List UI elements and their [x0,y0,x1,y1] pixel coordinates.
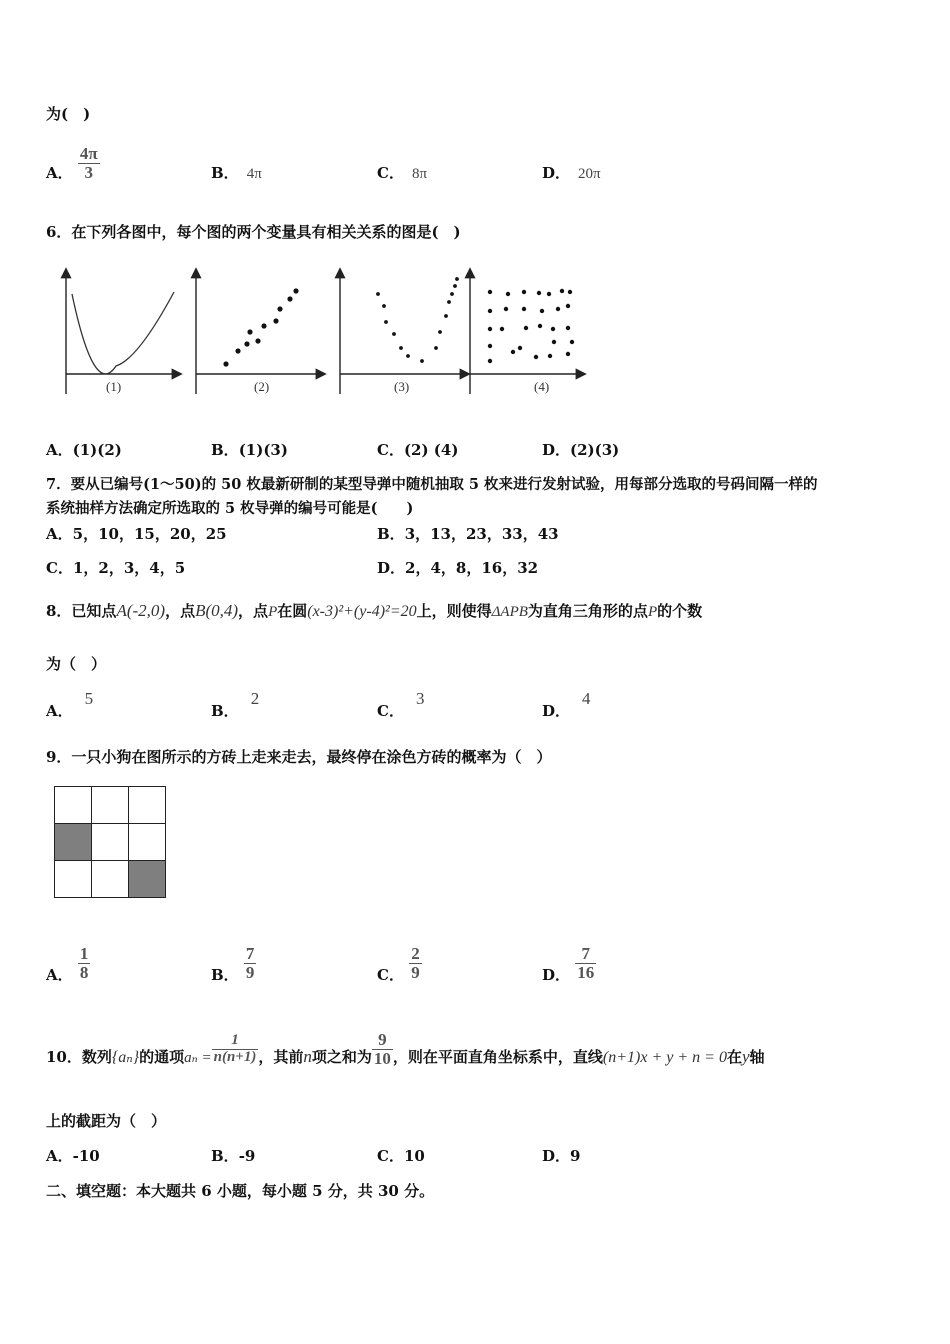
q7-option-c: C．1，2，3，4，5 [46,559,186,577]
q10-option-c: C．10 [377,1147,425,1165]
q10-option-a: A．-10 [46,1147,100,1165]
q8-option-b: B．2 [211,689,260,720]
q5-option-b: B． 4π [211,164,262,182]
q5-option-a: A． $\frac{4\pi}{3}$ [46,143,98,182]
q6-figure-label-4: (4) [534,379,550,394]
q5-stem-tail: 为( ) [46,105,91,123]
q5-option-a-fraction: $\frac{4\pi}{3}$ [79,143,98,182]
q7-option-a: A．5，10，15，20，25 [46,525,227,543]
q6-figure-3-parabolic-points [340,270,468,394]
q8-option-a: A．5 [46,689,94,720]
q6-option-c: C．(2) (4) [377,441,459,459]
tile-shaded [55,824,92,861]
q5-option-d: D． 20π [542,164,601,182]
q8-stem-line-2: 为（ ） [46,655,107,673]
q7-stem-line-1: 7．要从已编号(1～50)的 50 枚最新研制的某型导弹中随机抽取 5 枚来进行发射试验，用每部分选取的号码间隔一样的 [46,476,818,493]
q6-stem: 6．在下列各图中，每个图的两个变量具有相关关系的图是( ) [46,223,461,241]
q9-option-c: C． $\frac{2}{9}$ [377,943,420,984]
q8-stem-line-1: 8．已知点A(-2,0)，点B(0,4)，点P在圆(x-3)²+(y-4)²=20上，则使得ΔAPB为直角三角形的点P的个数 [46,601,703,620]
q7-stem-line-2: 系统抽样方法确定所选取的 5 枚导弹的编号可能是( ) [46,500,414,517]
q10-option-d: D．9 [542,1147,581,1165]
q9-option-d: D． $\frac{7}{16}$ [542,943,595,984]
q9-tile-grid [54,786,166,898]
q9-option-a: A． $\frac{1}{8}$ [46,943,89,984]
q6-figure-2-linear-points [196,270,324,394]
q10-stem-line-2: 上的截距为（ ） [46,1112,167,1130]
q6-figure-1-curve [66,270,180,394]
q8-option-d: D．4 [542,689,591,720]
tile [92,861,129,898]
tile [92,787,129,824]
q7-option-b: B．3，13，23，33，43 [377,525,559,543]
q6-option-a: A．(1)(2) [46,441,122,459]
q6-figure-label-3: (3) [394,379,410,394]
tile-shaded [129,861,166,898]
q6-figure-4-random-points [470,270,584,394]
q8-option-c: C．3 [377,689,425,720]
tile [92,824,129,861]
tile [129,824,166,861]
q10-stem-line-1: 10．数列{aₙ}的通项aₙ = $\frac{1}{n(n+1)}$ ，其前n项之和为 $\frac{9}{10}$ ，则在平面直角坐标系中，直线(n+1)x + y + n = 0在y轴 [46,1029,765,1068]
q6-figure-label-2: (2) [254,379,270,394]
q10-option-b: B．-9 [211,1147,256,1165]
q6-scatter-figures [50,264,590,398]
q5-option-c: C． 8π [377,164,428,182]
tile [129,787,166,824]
q6-figure-label-1: (1) [106,379,122,394]
section-2-heading: 二、填空题：本大题共 6 小题，每小题 5 分，共 30 分。 [46,1182,435,1200]
q7-option-d: D．2，4，8，16，32 [377,559,539,577]
q9-stem: 9．一只小狗在图所示的方砖上走来走去，最终停在涂色方砖的概率为（ ） [46,748,552,766]
tile [55,861,92,898]
q6-option-d: D．(2)(3) [542,441,620,459]
q6-option-b: B．(1)(3) [211,441,288,459]
q9-option-b: B． $\frac{7}{9}$ [211,943,255,984]
tile [55,787,92,824]
